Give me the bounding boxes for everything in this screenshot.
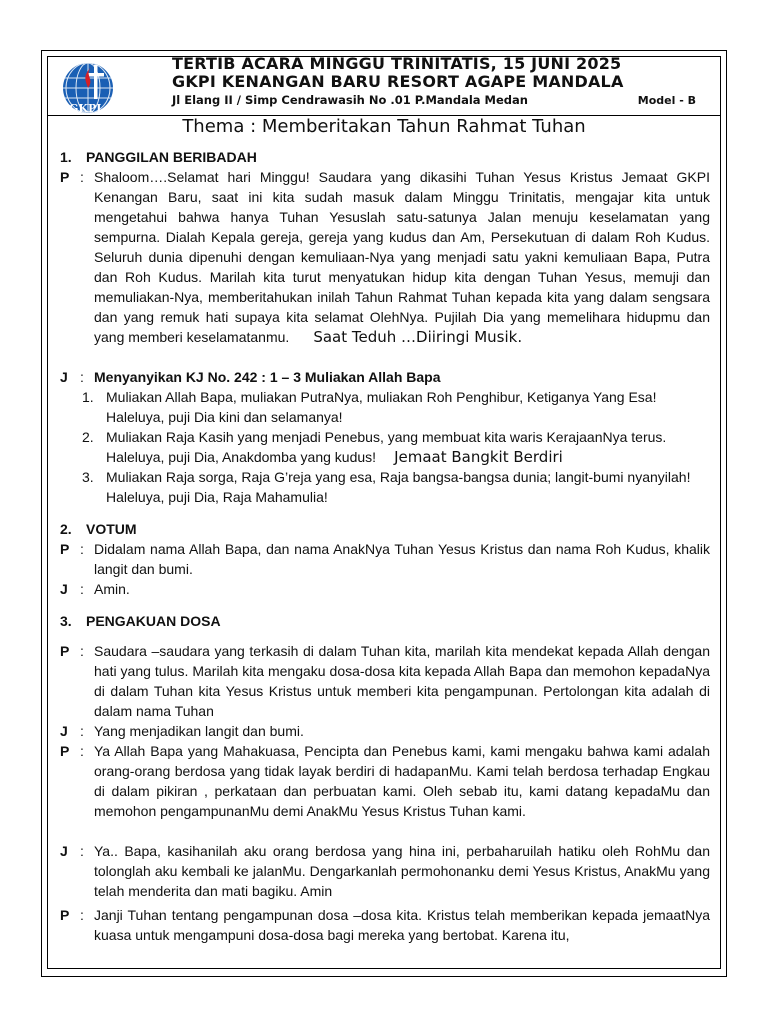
speaker-label: P — [60, 643, 70, 659]
hymn-title: Menyanyikan KJ No. 242 : 1 – 3 Muliakan Allah Bapa — [94, 369, 441, 385]
liturgy-text: Janji Tuhan tentang pengampunan dosa –dosa kita. Kristus telah memberikan kepada jemaatNya kuasa untuk mengampuni dosa-dosa bagi mereka yang bertobat. Karena itu, — [94, 907, 710, 943]
speaker-label: P — [60, 169, 70, 185]
liturgy-line: P : Ya Allah Bapa yang Mahakuasa, Pencipta dan Penebus kami, kami mengaku bahwa kami adalah orang-orang berdosa yang tidak layak berdiri di hadapanMu. Kami telah berdosa terhadap Engkau di dalam pikiran , perkataan dan perbuatan kami. Oleh sebab itu, kami datang kepadaMu dan memohon pengampunanMu demi AnakMu Yesus Kristus Tuhan kami. — [60, 743, 710, 819]
hymn-verse: 2. Muliakan Raja Kasih yang menjadi Penebus, yang membuat kita waris KerajaanNya terus. Haleluya, puji Dia, Anakdomba yang kudus! Jemaat Bangkit Berdiri — [60, 427, 710, 467]
liturgy-text: Shaloom….Selamat hari Minggu! Saudara yang dikasihi Tuhan Yesus Kristus Jemaat GKPI Kenangan Baru, saat ini kita sudah masuk dalam Minggu Trinitatis, mengajar kita untuk mengetahui bahwa hanya Tuhan Yesuslah satu-satunya Jalan menuju keselamatan yang sempurna. Dialah Kepala gereja, gereja yang kudus dan Am, Persekutuan di dalam Roh Kudus. Seluruh dunia dipenuhi dengan kemuliaan-Nya yang menjadi satu yakni kemuliaan Bapa, Putra dan Roh Kudus. Marilah kita turut menyatukan hidup kita dengan Tuhan Yesus, memuji dan memuliakan-Nya, memberitahukan inilah Tahun Rahmat Tuhan kepada kita yang dalam sengsara dan yang remuk hati supaya kita selamat OlehNya. Pujilah Dia yang memelihara hidupmu dan yang memberi keselamatanmu. Saat Teduh …Diiringi Musik. — [94, 169, 710, 346]
liturgy-text: Yang menjadikan langit dan bumi. — [94, 723, 304, 739]
liturgy-text: Ya.. Bapa, kasihanilah aku orang berdosa yang hina ini, perbaharuilah hatiku oleh RohMu dan tolonglah aku kembali ke jalanMu. Dengarkanlah permohonanku demi Yesus Kristus, AnakMu yang telah menderita dan mati bagiku. Amin — [94, 843, 710, 899]
section-number: 1. — [60, 149, 72, 165]
hymn-verse: 3. Muliakan Raja sorga, Raja G’reja yang esa, Raja bangsa-bangsa dunia; langit-bumi nyanyilah! Haleluya, puji Dia, Raja Mahamulia! — [60, 467, 710, 507]
rubric-note: Saat Teduh …Diiringi Musik. — [313, 328, 523, 346]
speaker-label: J — [60, 581, 68, 597]
order-of-service-title: TERTIB ACARA MINGGU TRINITATIS, 15 JUNI 2025 — [172, 56, 622, 73]
section-heading-pengakuan: 3. PENGAKUAN DOSA — [60, 613, 221, 629]
logo-text: GKPI — [69, 102, 102, 115]
liturgy-line: J : Amin. — [60, 579, 710, 599]
liturgy-line: J : Ya.. Bapa, kasihanilah aku orang berdosa yang hina ini, perbaharuilah hatiku oleh RohMu dan tolonglah aku kembali ke jalanMu. Dengarkanlah permohonanku demi Yesus Kristus, AnakMu yang telah menderita dan mati bagiku. Amin — [60, 843, 710, 899]
model-label: Model - B — [637, 94, 696, 107]
liturgy-line: P : Shaloom….Selamat hari Minggu! Saudara yang dikasihi Tuhan Yesus Kristus Jemaat GKPI Kenangan Baru, saat ini kita sudah masuk dalam Minggu Trinitatis, mengajar kita untuk mengetahui bahwa hanya Tuhan Yesuslah satu-satunya Jalan menuju keselamatan yang sempurna. Dialah Kepala gereja, gereja yang kudus dan Am, Persekutuan di dalam Roh Kudus. Seluruh dunia dipenuhi dengan kemuliaan-Nya yang menjadi satu yakni kemuliaan Bapa, Putra dan Roh Kudus. Marilah kita turut menyatukan hidup kita dengan Tuhan Yesus, memuji dan memuliakan-Nya, memberitahukan inilah Tahun Rahmat Tuhan kepada kita yang dalam sengsara dan yang remuk hati supaya kita selamat OlehNya. Pujilah Dia yang memelihara hidupmu dan yang memberi keselamatanmu. Saat Teduh …Diiringi Musik. — [60, 169, 710, 346]
verse-text: Muliakan Raja Kasih yang menjadi Penebus, yang membuat kita waris KerajaanNya terus. Haleluya, puji Dia, Anakdomba yang kudus! Jemaat Bangkit Berdiri — [106, 429, 667, 466]
liturgy-line: J : Yang menjadikan langit dan bumi. — [60, 721, 710, 741]
liturgy-line: J : Menyanyikan KJ No. 242 : 1 – 3 Muliakan Allah Bapa — [60, 367, 710, 387]
liturgy-text: Didalam nama Allah Bapa, dan nama AnakNya Tuhan Yesus Kristus dan nama Roh Kudus, khalik langit dan bumi. — [94, 541, 710, 577]
service-theme: Thema : Memberitakan Tahun Rahmat Tuhan — [182, 116, 586, 137]
section-title: PANGGILAN BERIBADAH — [86, 149, 257, 165]
speaker-label: J — [60, 369, 68, 385]
liturgy-line: P : Saudara –saudara yang terkasih di dalam Tuhan kita, marilah kita mendekat kepada Allah dengan hati yang tulus. Marilah kita mengaku dosa-dosa kita kepada Allah Bapa dan memohon kepadaNya di dalam Tuhan kita Yesus Kristus untuk memberi kita pengampunan. Pertolongan kita adalah di dalam nama Tuhan — [60, 643, 710, 719]
speaker-label: P — [60, 743, 70, 759]
rubric-note: Jemaat Bangkit Berdiri — [394, 448, 563, 466]
liturgy-text: Ya Allah Bapa yang Mahakuasa, Pencipta dan Penebus kami, kami mengaku bahwa kami adalah orang-orang berdosa yang tidak layak berdiri di hadapanMu. Kami telah berdosa terhadap Engkau di dalam pikiran , perkataan dan perbuatan kami. Oleh sebab itu, kami datang kepadaMu dan memohon pengampunanMu demi AnakMu Yesus Kristus Tuhan kami. — [94, 743, 710, 819]
church-address: Jl Elang II / Simp Cendrawasih No .01 P.Mandala Medan — [172, 93, 528, 107]
document-header — [48, 57, 720, 116]
verse-text: Muliakan Raja sorga, Raja G’reja yang esa, Raja bangsa-bangsa dunia; langit-bumi nyanyilah! Haleluya, puji Dia, Raja Mahamulia! — [106, 469, 691, 505]
speaker-label: P — [60, 907, 70, 923]
speaker-label: J — [60, 843, 68, 859]
liturgy-text: Saudara –saudara yang terkasih di dalam Tuhan kita, marilah kita mendekat kepada Allah dengan hati yang tulus. Marilah kita mengaku dosa-dosa kita kepada Allah Bapa dan memohon kepadaNya di dalam Tuhan kita Yesus Kristus untuk memberi kita pengampunan. Pertolongan kita adalah di dalam nama Tuhan — [94, 643, 710, 719]
section-heading-votum: 2. VOTUM — [60, 521, 137, 537]
speaker-label: P — [60, 541, 70, 557]
liturgy-text: Amin. — [94, 581, 130, 597]
section-heading-panggilan — [60, 147, 257, 167]
liturgy-line: P : Janji Tuhan tentang pengampunan dosa –dosa kita. Kristus telah memberikan kepada jemaatNya kuasa untuk mengampuni dosa-dosa bagi mereka yang bertobat. Karena itu, — [60, 907, 710, 943]
church-name: GKPI KENANGAN BARU RESORT AGAPE MANDALA — [172, 72, 624, 91]
hymn-verse: 1. Muliakan Allah Bapa, muliakan PutraNya, muliakan Roh Penghibur, Ketiganya Yang Esa! Haleluya, puji Dia kini dan selamanya! — [60, 387, 710, 427]
document-frame — [47, 56, 721, 969]
gkpi-logo-icon — [57, 61, 119, 115]
speaker-label: J — [60, 723, 68, 739]
liturgy-line: P : Didalam nama Allah Bapa, dan nama AnakNya Tuhan Yesus Kristus dan nama Roh Kudus, khalik langit dan bumi. — [60, 541, 710, 577]
verse-text: Muliakan Allah Bapa, muliakan PutraNya, muliakan Roh Penghibur, Ketiganya Yang Esa! Haleluya, puji Dia kini dan selamanya! — [106, 389, 657, 425]
